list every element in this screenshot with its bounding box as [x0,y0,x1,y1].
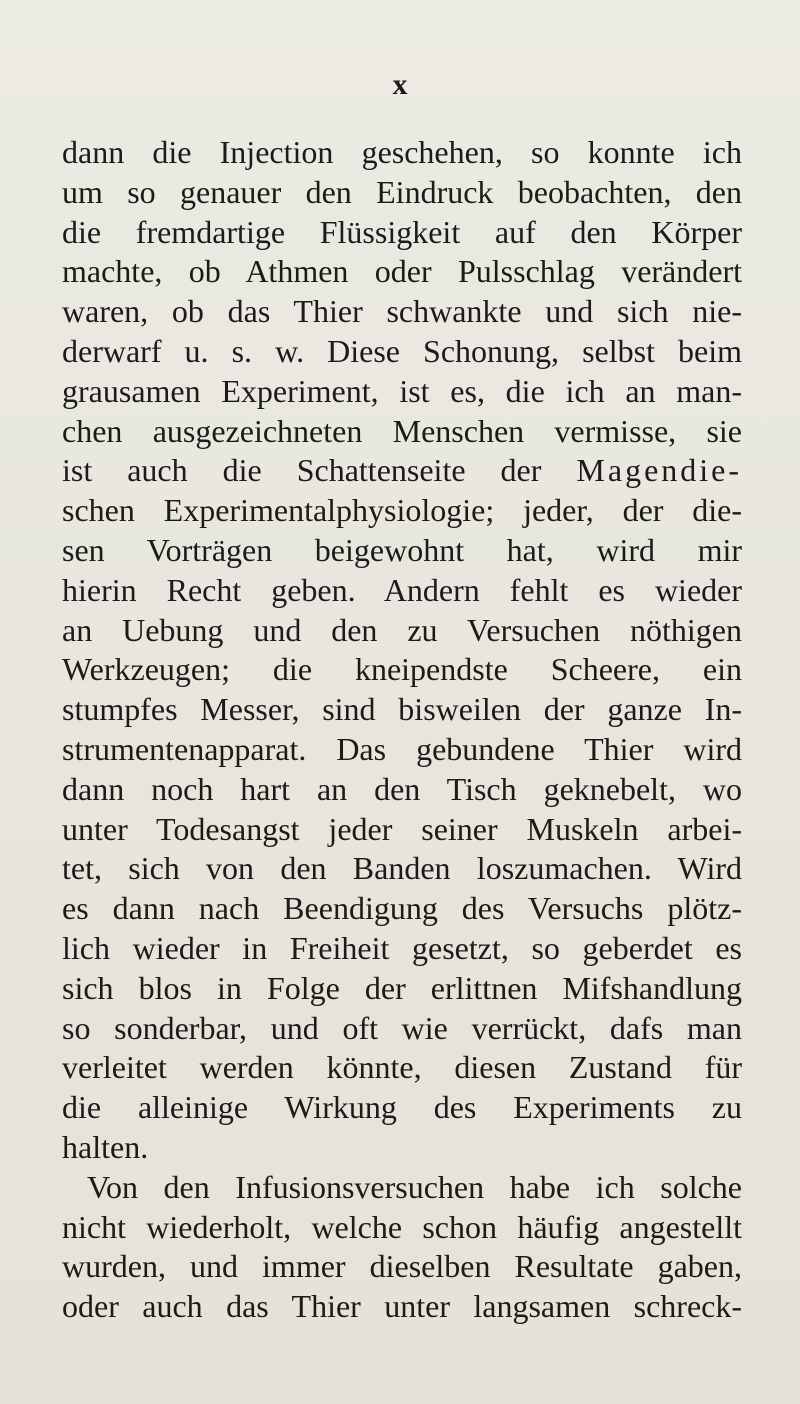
text-line: halten. [62,1128,149,1165]
text-line: machte, ob Athmen oder Pulsschlag verändert [62,253,742,290]
text-segment: ist auch die Schattenseite der [62,452,542,489]
text-line: stumpfes Messer, sind bisweilen der ganze In- [62,691,742,728]
text-line: oder auch das Thier unter langsamen schreck- [62,1288,742,1325]
text-line: es dann nach Beendigung des Versuchs plötz- [62,890,742,927]
body-text [62,133,742,1327]
text-line: wurden, und immer dieselben Resultate gaben, [62,1248,742,1285]
text-line: hierin Recht geben. Andern fehlt es wieder [62,571,742,608]
spaced-name: Magendie- [576,452,743,489]
text-line: Von den Infusionsversuchen habe ich solche [87,1168,742,1205]
text-line: lich wieder in Freiheit gesetzt, so geberdet es [62,929,742,966]
text-line: so sonderbar, und oft wie verrückt, dafs man [62,1009,742,1046]
text-line: dann noch hart an den Tisch geknebelt, wo [62,770,742,807]
text-line: dann die Injection geschehen, so konnte ich [62,134,742,170]
text-line: tet, sich von den Banden loszumachen. Wird [62,850,742,887]
text-line: an Uebung und den zu Versuchen nöthigen [62,611,742,648]
text-line: sich blos in Folge der erlittnen Mifshandlung [62,969,742,1006]
text-line: waren, ob das Thier schwankte und sich nie- [62,293,742,330]
text-line: um so genauer den Eindruck beobachten, den [62,173,742,210]
text-line: verleitet werden könnte, diesen Zustand für [62,1049,742,1086]
text-line [62,451,742,491]
text-line: derwarf u. s. w. Diese Schonung, selbst beim [62,332,742,369]
text-line: die fremdartige Flüssigkeit auf den Körper [62,213,742,250]
text-line: sen Vorträgen beigewohnt hat, wird mir [62,531,742,568]
text-line: schen Experimentalphysiologie; jeder, der die- [62,492,742,529]
text-line: chen ausgezeichneten Menschen vermisse, sie [62,412,742,449]
page-number: x [392,68,408,101]
text-line: nicht wiederholt, welche schon häufig angestellt [62,1208,742,1245]
text-line: die alleinige Wirkung des Experiments zu [62,1089,742,1126]
text-line: strumentenapparat. Das gebundene Thier wird [62,730,742,767]
text-line: unter Todesangst jeder seiner Muskeln arbei- [62,810,742,847]
text-line: grausamen Experiment, ist es, die ich an man- [62,372,742,409]
text-line: Werkzeugen; die kneipendste Scheere, ein [62,651,742,688]
